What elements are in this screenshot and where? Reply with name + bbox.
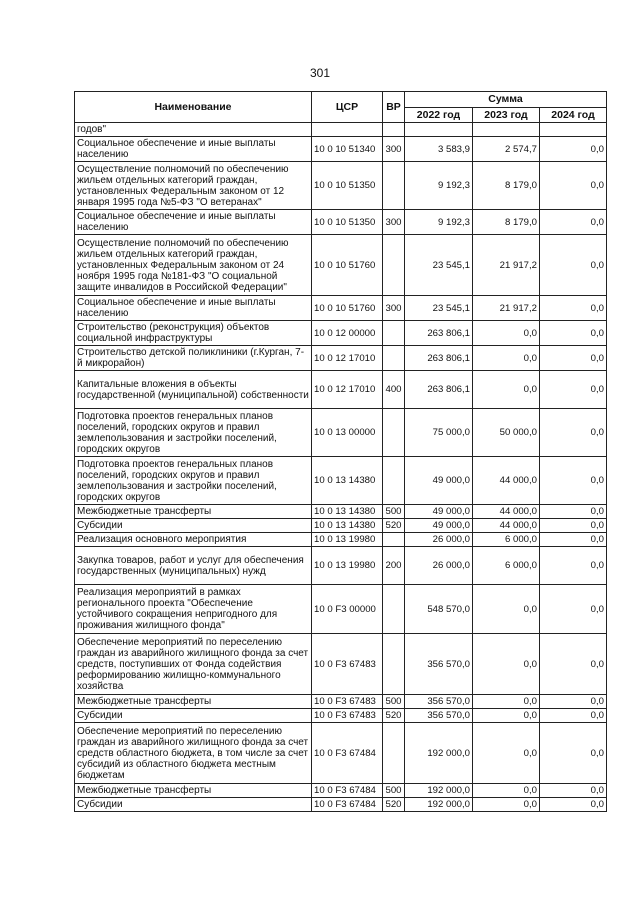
row-name: Субсидии [75, 798, 312, 812]
header-2022: 2022 год [405, 108, 473, 123]
header-2023: 2023 год [473, 108, 540, 123]
row-value-2022: 9 192,3 [405, 162, 473, 210]
row-csr [312, 123, 383, 137]
row-csr: 10 0 F3 67483 [312, 709, 383, 723]
budget-table [74, 91, 607, 812]
row-vr: 500 [383, 695, 405, 709]
table-row [75, 162, 607, 210]
row-vr [383, 409, 405, 457]
row-vr [383, 162, 405, 210]
row-name: Реализация мероприятий в рамках регионального проекта "Обеспечение устойчивого сокращения непригодного для проживания жилищного фонда" [75, 585, 312, 634]
row-value-2024: 0,0 [540, 371, 607, 409]
row-value-2023: 0,0 [473, 371, 540, 409]
row-value-2023: 0,0 [473, 634, 540, 695]
row-value-2022: 263 806,1 [405, 346, 473, 371]
row-vr: 300 [383, 296, 405, 321]
table-row [75, 585, 607, 634]
row-vr: 520 [383, 519, 405, 533]
row-value-2023: 44 000,0 [473, 519, 540, 533]
row-value-2022: 192 000,0 [405, 798, 473, 812]
row-csr: 10 0 F3 67484 [312, 723, 383, 784]
row-name: Межбюджетные трансферты [75, 784, 312, 798]
row-name: Межбюджетные трансферты [75, 505, 312, 519]
row-value-2022: 49 000,0 [405, 519, 473, 533]
row-vr: 400 [383, 371, 405, 409]
row-value-2024: 0,0 [540, 235, 607, 296]
row-csr: 10 0 F3 67483 [312, 634, 383, 695]
header-csr: ЦСР [312, 92, 383, 123]
row-value-2023: 0,0 [473, 695, 540, 709]
row-csr: 10 0 13 00000 [312, 409, 383, 457]
row-value-2024: 0,0 [540, 784, 607, 798]
row-csr: 10 0 10 51760 [312, 235, 383, 296]
row-value-2023: 6 000,0 [473, 547, 540, 585]
row-value-2022: 548 570,0 [405, 585, 473, 634]
row-name: Социальное обеспечение и иные выплаты населению [75, 137, 312, 162]
row-vr [383, 457, 405, 505]
row-name: Субсидии [75, 709, 312, 723]
row-name: Обеспечение мероприятий по переселению граждан из аварийного жилищного фонда за счет средств областного бюджета, в том числе за счет субсидий из областного бюджета местным бюджетам [75, 723, 312, 784]
table-row [75, 533, 607, 547]
table-row [75, 634, 607, 695]
row-vr [383, 723, 405, 784]
row-value-2022: 26 000,0 [405, 547, 473, 585]
row-value-2022: 356 570,0 [405, 695, 473, 709]
table-row [75, 123, 607, 137]
header-name: Наименование [75, 92, 312, 123]
table-row [75, 784, 607, 798]
row-value-2024: 0,0 [540, 798, 607, 812]
row-value-2024: 0,0 [540, 519, 607, 533]
table-row [75, 695, 607, 709]
header-2024: 2024 год [540, 108, 607, 123]
row-vr [383, 634, 405, 695]
row-value-2023 [473, 123, 540, 137]
row-value-2024: 0,0 [540, 634, 607, 695]
row-value-2023: 44 000,0 [473, 505, 540, 519]
table-row [75, 409, 607, 457]
row-value-2022: 23 545,1 [405, 235, 473, 296]
row-value-2022: 49 000,0 [405, 457, 473, 505]
row-name: Осуществление полномочий по обеспечению жильем отдельных категорий граждан, установленных Федеральным законом от 12 января 1995 года №5-ФЗ "О ветеранах" [75, 162, 312, 210]
table-row [75, 210, 607, 235]
row-csr: 10 0 13 19980 [312, 547, 383, 585]
table-row [75, 798, 607, 812]
row-value-2024 [540, 123, 607, 137]
row-value-2023: 0,0 [473, 723, 540, 784]
row-name: Закупка товаров, работ и услуг для обеспечения государственных (муниципальных) нужд [75, 547, 312, 585]
row-name: Осуществление полномочий по обеспечению жильем отдельных категорий граждан, установленных Федеральным законом от 24 ноября 1995 года №181-ФЗ "О социальной защите инвалидов в Российской Федерации" [75, 235, 312, 296]
table-row [75, 519, 607, 533]
table-body [75, 123, 607, 812]
header-vr: ВР [383, 92, 405, 123]
row-csr: 10 0 10 51350 [312, 162, 383, 210]
row-name: Подготовка проектов генеральных планов поселений, городских округов и правил землепользования и застройки поселений, городских округов [75, 457, 312, 505]
row-value-2024: 0,0 [540, 346, 607, 371]
table-row [75, 235, 607, 296]
row-value-2023: 44 000,0 [473, 457, 540, 505]
row-value-2023: 0,0 [473, 321, 540, 346]
row-value-2022: 192 000,0 [405, 723, 473, 784]
row-csr: 10 0 13 14380 [312, 457, 383, 505]
table-row [75, 296, 607, 321]
row-value-2024: 0,0 [540, 137, 607, 162]
row-csr: 10 0 10 51760 [312, 296, 383, 321]
table-row [75, 723, 607, 784]
row-value-2024: 0,0 [540, 709, 607, 723]
row-value-2023: 8 179,0 [473, 210, 540, 235]
row-value-2023: 0,0 [473, 585, 540, 634]
row-vr [383, 346, 405, 371]
row-value-2023: 21 917,2 [473, 235, 540, 296]
table-row [75, 346, 607, 371]
row-vr: 300 [383, 137, 405, 162]
row-name: Социальное обеспечение и иные выплаты населению [75, 296, 312, 321]
row-name: Субсидии [75, 519, 312, 533]
row-csr: 10 0 12 00000 [312, 321, 383, 346]
row-vr [383, 123, 405, 137]
row-name: Социальное обеспечение и иные выплаты населению [75, 210, 312, 235]
row-value-2023: 0,0 [473, 346, 540, 371]
row-value-2022 [405, 123, 473, 137]
row-value-2024: 0,0 [540, 409, 607, 457]
row-value-2024: 0,0 [540, 585, 607, 634]
row-value-2022: 49 000,0 [405, 505, 473, 519]
row-value-2023: 2 574,7 [473, 137, 540, 162]
row-name: Реализация основного мероприятия [75, 533, 312, 547]
row-vr: 200 [383, 547, 405, 585]
row-value-2023: 8 179,0 [473, 162, 540, 210]
row-csr: 10 0 13 14380 [312, 519, 383, 533]
row-csr: 10 0 10 51350 [312, 210, 383, 235]
row-value-2022: 263 806,1 [405, 371, 473, 409]
row-value-2024: 0,0 [540, 695, 607, 709]
row-name: Подготовка проектов генеральных планов поселений, городских округов и правил землепользования и застройки поселений, городских округов [75, 409, 312, 457]
table-row [75, 137, 607, 162]
row-vr: 500 [383, 784, 405, 798]
row-csr: 10 0 F3 67483 [312, 695, 383, 709]
row-value-2022: 263 806,1 [405, 321, 473, 346]
row-name: Строительство детской поликлиники (г.Курган, 7-й микрорайон) [75, 346, 312, 371]
table-row [75, 371, 607, 409]
row-value-2022: 23 545,1 [405, 296, 473, 321]
row-csr: 10 0 12 17010 [312, 371, 383, 409]
row-value-2024: 0,0 [540, 723, 607, 784]
row-value-2023: 21 917,2 [473, 296, 540, 321]
row-value-2024: 0,0 [540, 210, 607, 235]
row-vr [383, 533, 405, 547]
row-value-2023: 0,0 [473, 798, 540, 812]
row-vr: 520 [383, 798, 405, 812]
row-value-2024: 0,0 [540, 296, 607, 321]
row-value-2022: 356 570,0 [405, 634, 473, 695]
row-csr: 10 0 10 51340 [312, 137, 383, 162]
row-value-2023: 0,0 [473, 709, 540, 723]
row-name: Строительство (реконструкция) объектов социальной инфраструктуры [75, 321, 312, 346]
row-name: годов" [75, 123, 312, 137]
row-value-2024: 0,0 [540, 505, 607, 519]
row-csr: 10 0 13 19980 [312, 533, 383, 547]
table-row [75, 709, 607, 723]
row-vr: 300 [383, 210, 405, 235]
table-row [75, 457, 607, 505]
row-value-2024: 0,0 [540, 162, 607, 210]
row-csr: 10 0 12 17010 [312, 346, 383, 371]
table-row [75, 321, 607, 346]
page-number: 301 [309, 66, 331, 80]
row-value-2022: 75 000,0 [405, 409, 473, 457]
row-csr: 10 0 F3 00000 [312, 585, 383, 634]
row-value-2022: 3 583,9 [405, 137, 473, 162]
row-vr: 500 [383, 505, 405, 519]
row-csr: 10 0 13 14380 [312, 505, 383, 519]
row-value-2022: 9 192,3 [405, 210, 473, 235]
row-vr [383, 585, 405, 634]
row-value-2024: 0,0 [540, 457, 607, 505]
row-vr [383, 235, 405, 296]
row-value-2022: 26 000,0 [405, 533, 473, 547]
row-value-2024: 0,0 [540, 533, 607, 547]
row-value-2022: 192 000,0 [405, 784, 473, 798]
row-value-2023: 50 000,0 [473, 409, 540, 457]
row-vr [383, 321, 405, 346]
row-value-2022: 356 570,0 [405, 709, 473, 723]
row-csr: 10 0 F3 67484 [312, 798, 383, 812]
row-vr: 520 [383, 709, 405, 723]
row-value-2024: 0,0 [540, 321, 607, 346]
header-sum: Сумма [405, 92, 607, 108]
row-value-2023: 6 000,0 [473, 533, 540, 547]
row-name: Обеспечение мероприятий по переселению граждан из аварийного жилищного фонда за счет средств, поступивших от Фонда содействия реформированию жилищно-коммунального хозяйства [75, 634, 312, 695]
table-row [75, 547, 607, 585]
row-value-2023: 0,0 [473, 784, 540, 798]
row-name: Межбюджетные трансферты [75, 695, 312, 709]
table-row [75, 505, 607, 519]
row-value-2024: 0,0 [540, 547, 607, 585]
row-name: Капитальные вложения в объекты государственной (муниципальной) собственности [75, 371, 312, 409]
row-csr: 10 0 F3 67484 [312, 784, 383, 798]
